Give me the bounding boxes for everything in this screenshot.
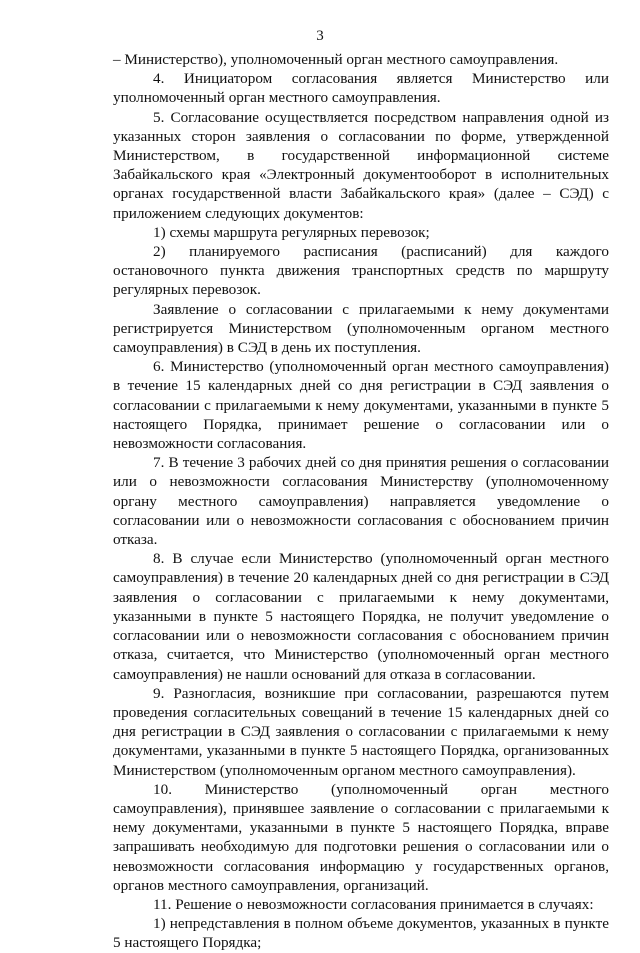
paragraph-continuation: – Министерство), уполномоченный орган местного самоуправления. [113, 51, 559, 68]
paragraph-item-6: 6. Министерство (уполномоченный орган местного самоуправления) в течение 15 календарных дней со дня регистрации в СЭД заявления о согласовании с прилагаемыми к нему документами, указанными в пункте 5 настоящего Порядка, принимает решение о согласовании или о невозможности согласования. [113, 358, 609, 453]
paragraph-item-8: 8. В случае если Министерство (уполномоченный орган местного самоуправления) в течение 20 календарных дней со дня регистрации в СЭД заявления о согласовании с прилагаемыми к нему документами, указанными в пункте 5 настоящего Порядка, не получит уведомление о согласовании или о невозможности согласования с обоснованием причин отказа, считается, что Министерство (уполномоченный орган местного самоуправления) не нашли оснований для отказа в согласовании. [113, 550, 609, 683]
paragraph-item-7: 7. В течение 3 рабочих дней со дня принятия решения о согласовании или о невозможности согласования Министерству (уполномоченному органу местного самоуправления) направляется уведомление о согласовании или о невозможности согласования с обоснованием причин отказа. [113, 454, 609, 549]
page-number: 3 [316, 28, 324, 44]
paragraph-registration: Заявление о согласовании с прилагаемыми к нему документами регистрируется Министерством (уполномоченным органом местного самоуправления) в СЭД в день их поступления. [113, 300, 609, 357]
paragraph-subitem-11-1: 1) непредставления в полном объеме документов, указанных в пункте 5 настоящего Порядка; [113, 915, 609, 952]
paragraph-item-9: 9. Разногласия, возникшие при согласовании, разрешаются путем проведения согласительных совещаний в течение 15 календарных дней со дня регистрации в СЭД заявления о согласовании с прилагаемыми к нему документами, указанными в пункте 5 настоящего Порядка, организованных Министерством (уполномоченным органом местного самоуправления). [113, 684, 609, 779]
paragraph-item-5: 5. Согласование осуществляется посредством направления одной из указанных сторон заявления о согласовании по форме, утвержденной Министерством, в государственной информационной системе Забайкальского края «Электронный документооборот в исполнительных органах государственной власти Забайкальского края» (далее – СЭД) с приложением следующих документов: [113, 108, 609, 222]
paragraph-item-10: 10. Министерство (уполномоченный орган местного самоуправления), принявшее заявление о согласовании с прилагаемыми к нему документами, указанными в пункте 5 настоящего Порядка, вправе запрашивать необходимую для подготовки решения о согласовании или о невозможности согласования информацию у государственных органов, органов местного самоуправления, организаций. [113, 780, 609, 894]
paragraph-item-4: 4. Инициатором согласования является Министерство или уполномоченный орган местного самоуправления. [113, 70, 609, 107]
document-body [113, 50, 609, 953]
paragraph-subitem-5-1: 1) схемы маршрута регулярных перевозок; [153, 223, 430, 241]
paragraph-item-11: 11. Решение о невозможности согласования принимается в случаях: [153, 895, 594, 913]
paragraph-subitem-5-2: 2) планируемого расписания (расписаний) для каждого остановочного пункта движения транспортных средств по маршруту регулярных перевозок. [113, 243, 609, 299]
